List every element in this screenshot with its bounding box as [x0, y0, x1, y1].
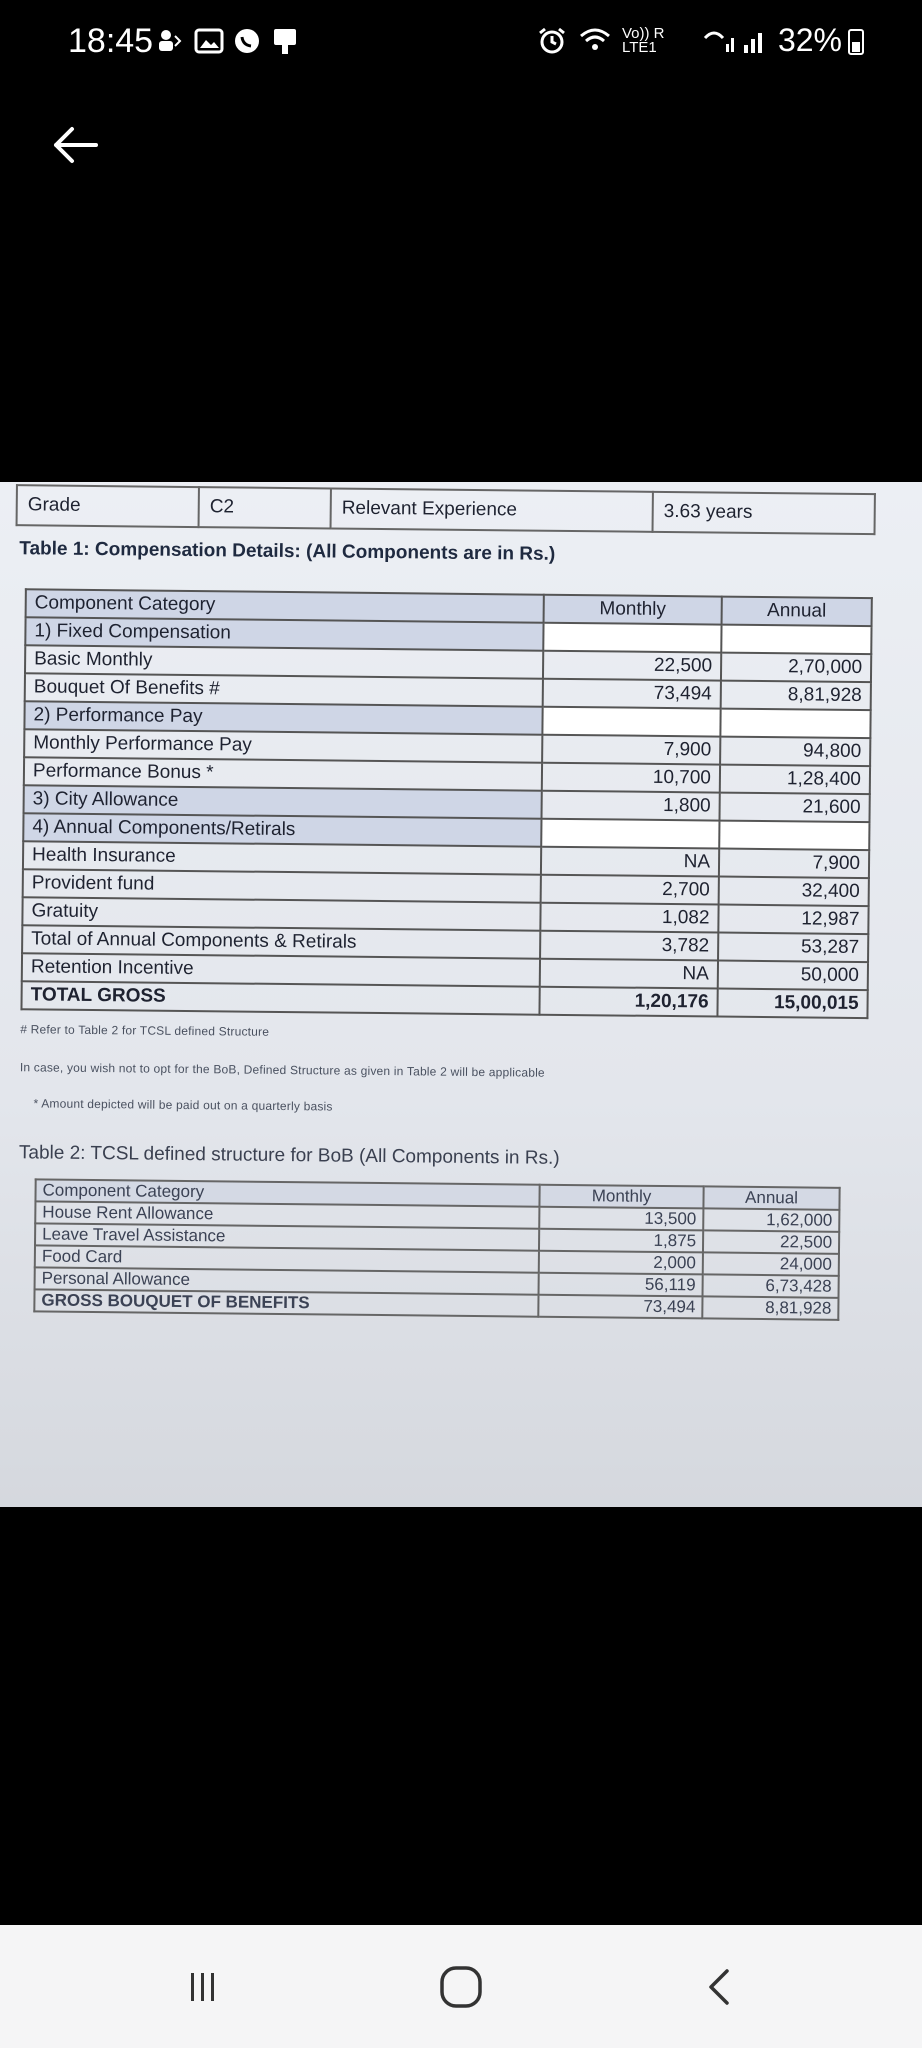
whatsapp-icon	[232, 26, 262, 56]
table2-caption: Table 2: TCSL defined structure for BoB (All Components in Rs.)	[18, 1142, 560, 1169]
row-annual: 6,73,428	[703, 1274, 839, 1297]
row-monthly	[541, 819, 719, 849]
document-photo	[0, 482, 922, 1507]
row-monthly: 10,700	[542, 763, 720, 793]
row-annual: 1,62,000	[703, 1208, 839, 1231]
battery-percent: 32%	[777, 22, 842, 58]
row-label: Retention Incentive	[22, 953, 540, 986]
row-annual: 15,00,015	[717, 989, 867, 1019]
row-monthly: 1,20,176	[539, 987, 717, 1017]
row-monthly: 2,700	[541, 875, 719, 905]
bluetooth-headset-icon	[154, 26, 184, 56]
row-label: Leave Travel Assistance	[35, 1223, 539, 1250]
row-label: Health Insurance	[23, 841, 541, 874]
wifi-icon	[578, 26, 612, 56]
row-label: GROSS BOUQUET OF BENEFITS	[34, 1289, 538, 1316]
status-bar	[0, 0, 922, 90]
back-button[interactable]	[40, 110, 110, 180]
row-label: Basic Monthly	[25, 645, 543, 678]
row-annual: 22,500	[703, 1230, 839, 1253]
note-quarterly: * Amount depicted will be paid out on a quarterly basis	[33, 1096, 333, 1114]
row-monthly: 7,900	[542, 735, 720, 765]
nav-back-button[interactable]	[644, 1925, 794, 2048]
row-annual: 12,987	[718, 905, 868, 935]
row-monthly: 3,782	[540, 931, 718, 961]
row-monthly: NA	[541, 847, 719, 877]
battery-saver-icon	[846, 26, 866, 56]
row-annual	[720, 709, 870, 739]
navigation-bar	[0, 1925, 922, 2048]
row-annual: 24,000	[703, 1252, 839, 1275]
row-monthly: NA	[540, 959, 718, 989]
row-annual: 2,70,000	[721, 653, 871, 683]
table1-header-category: Component Category	[26, 589, 544, 622]
row-monthly: 13,500	[539, 1207, 703, 1231]
row-monthly	[543, 623, 721, 653]
recent-apps-button[interactable]	[128, 1925, 278, 2048]
back-icon	[699, 1965, 739, 2009]
row-label: TOTAL GROSS	[21, 981, 539, 1014]
row-annual: 8,81,928	[702, 1296, 838, 1319]
row-annual: 94,800	[720, 737, 870, 767]
row-label: 2) Performance Pay	[24, 701, 542, 734]
row-monthly: 2,000	[539, 1251, 703, 1275]
home-icon	[436, 1962, 486, 2012]
row-monthly: 1,875	[539, 1229, 703, 1253]
row-label: Gratuity	[22, 897, 540, 930]
row-label: Performance Bonus *	[24, 757, 542, 790]
home-button[interactable]	[386, 1925, 536, 2048]
experience-value: 3.63 years	[653, 492, 875, 534]
table2-header-category: Component Category	[35, 1179, 539, 1206]
row-label: House Rent Allowance	[35, 1201, 539, 1228]
note-bob: # Refer to Table 2 for TCSL defined Structure	[20, 1022, 270, 1039]
row-annual: 21,600	[719, 793, 869, 823]
grade-table	[16, 484, 876, 535]
table1-caption: Table 1: Compensation Details: (All Components are in Rs.)	[19, 538, 556, 565]
row-monthly: 73,494	[543, 679, 721, 709]
arrow-left-icon	[50, 125, 100, 165]
row-label: Bouquet Of Benefits #	[25, 673, 543, 706]
row-annual: 7,900	[719, 849, 869, 879]
alarm-icon	[536, 26, 568, 56]
row-label: 1) Fixed Compensation	[25, 617, 543, 650]
note-opt-out: In case, you wish not to opt for the BoB, Defined Structure as given in Table 2 will be applicable	[19, 1060, 545, 1080]
row-monthly: 56,119	[539, 1273, 703, 1297]
table2-header-monthly: Monthly	[539, 1185, 703, 1209]
experience-label: Relevant Experience	[331, 488, 653, 531]
sim-icon	[270, 26, 300, 56]
row-label: 3) City Allowance	[24, 785, 542, 818]
row-label: Total of Annual Components & Retirals	[22, 925, 540, 958]
row-annual	[719, 821, 869, 851]
row-monthly	[542, 707, 720, 737]
row-monthly: 73,494	[538, 1295, 702, 1319]
bob-structure-table	[33, 1178, 840, 1320]
row-annual: 32,400	[719, 877, 869, 907]
grade-value: C2	[199, 487, 331, 528]
signal-icon	[702, 26, 738, 56]
row-label: Provident fund	[23, 869, 541, 902]
row-monthly: 1,082	[540, 903, 718, 933]
table1-header-monthly: Monthly	[544, 595, 722, 625]
table2-header-annual: Annual	[703, 1186, 839, 1209]
row-label: Food Card	[35, 1245, 539, 1272]
compensation-table	[20, 588, 872, 1019]
row-label: Personal Allowance	[35, 1267, 539, 1294]
row-label: Monthly Performance Pay	[24, 729, 542, 762]
status-time: 18:45	[68, 22, 154, 60]
signal-2-icon	[742, 26, 768, 56]
row-annual	[721, 625, 871, 655]
row-monthly: 1,800	[542, 791, 720, 821]
row-label: 4) Annual Components/Retirals	[23, 813, 541, 846]
row-monthly: 22,500	[543, 651, 721, 681]
grade-label: Grade	[17, 485, 199, 527]
row-annual: 1,28,400	[720, 765, 870, 795]
recent-apps-icon	[183, 1967, 223, 2007]
table1-header-annual: Annual	[722, 597, 872, 627]
network-label: Vo)) R LTE1	[622, 25, 665, 56]
row-annual: 53,287	[718, 933, 868, 963]
row-annual: 8,81,928	[721, 681, 871, 711]
row-annual: 50,000	[718, 961, 868, 991]
gallery-icon	[194, 26, 224, 56]
